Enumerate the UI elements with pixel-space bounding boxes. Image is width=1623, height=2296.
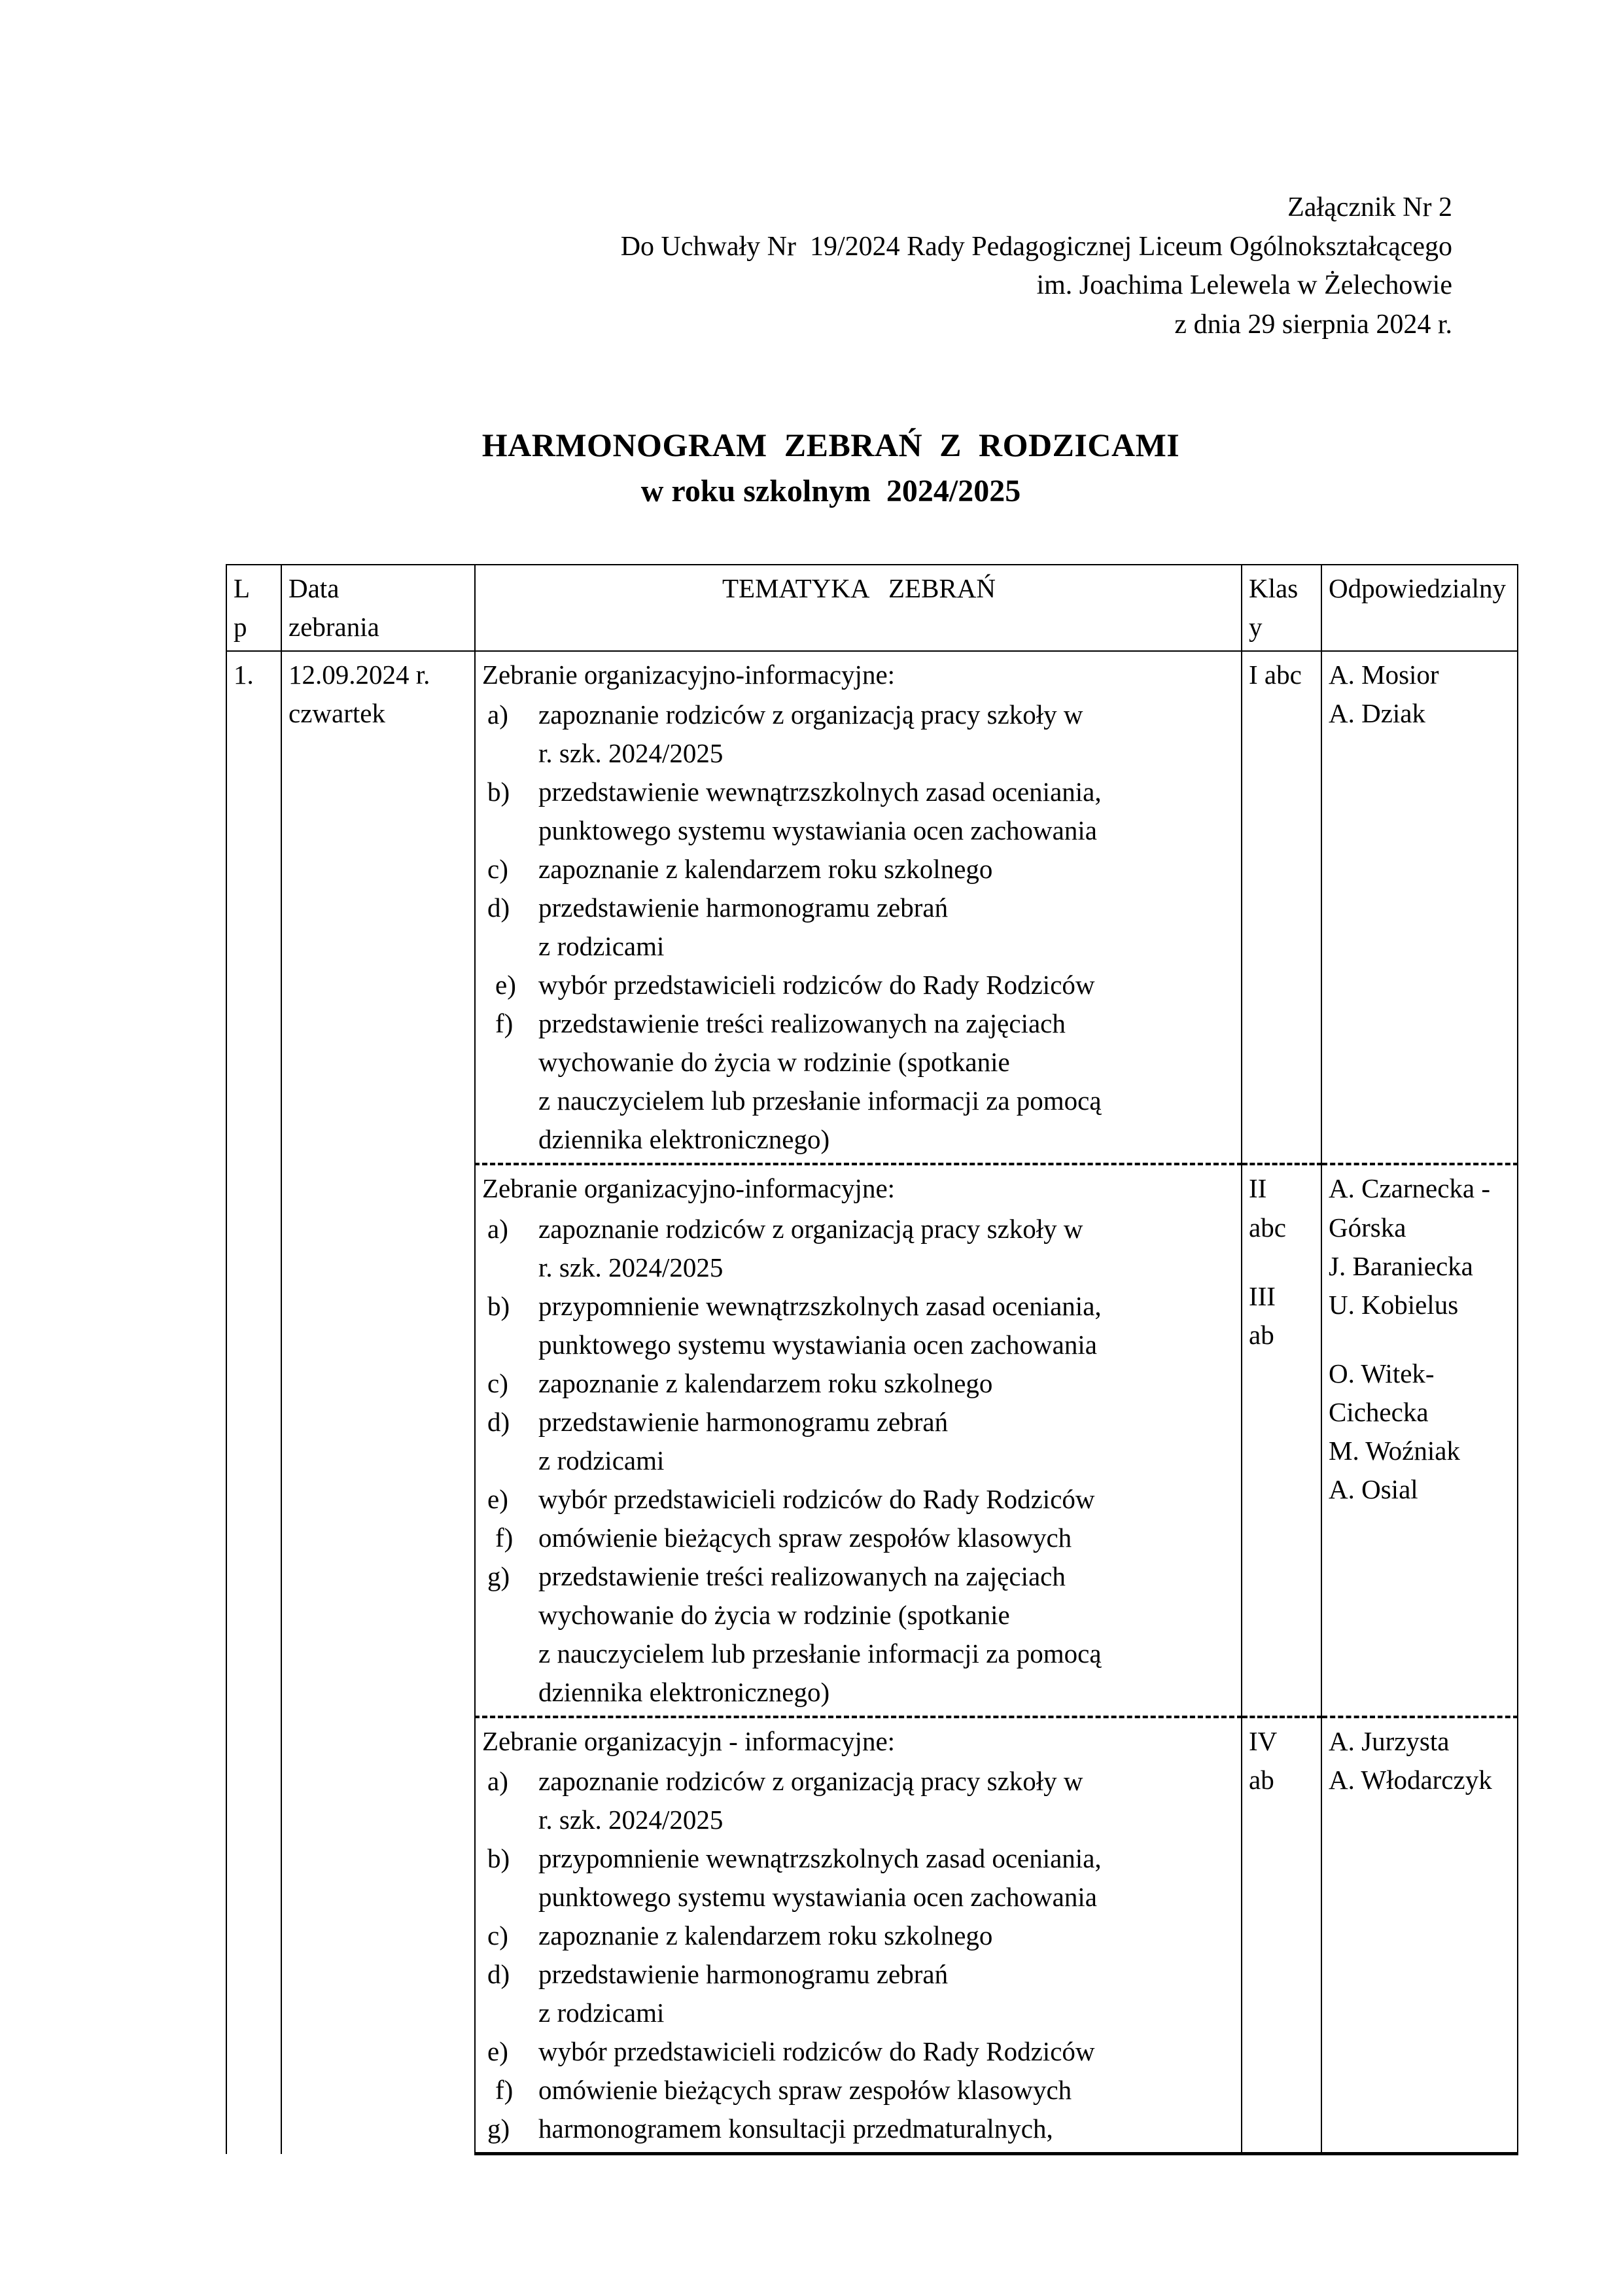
- list-item-marker: c): [487, 1368, 508, 1398]
- page-subtitle: w roku szkolnym 2024/2025: [640, 474, 1021, 508]
- list-item-line: r. szk. 2024/2025: [538, 738, 724, 769]
- header-line-school: im. Joachima Lelewela w Żelechowie: [1036, 270, 1452, 301]
- list-item-line: zapoznanie z kalendarzem roku szkolnego: [538, 1920, 993, 1951]
- title-block: [209, 425, 1452, 510]
- list-item-line: przedstawienie treści realizowanych na zajęciach: [538, 1561, 1066, 1591]
- list-item-line: przedstawienie wewnątrzszkolnych zasad oceniania,: [538, 777, 1102, 807]
- list-item-marker: b): [487, 1843, 510, 1873]
- cell-responsible-line: Górska: [1329, 1212, 1406, 1243]
- list-item: [482, 1916, 1236, 1955]
- list-item-marker: f): [495, 2075, 514, 2106]
- cell-class-line: II: [1249, 1173, 1267, 1204]
- list-item-marker: d): [487, 892, 510, 923]
- list-item-line: z rodzicami: [538, 1445, 665, 1475]
- cell-responsible-line: A. Czarnecka -: [1329, 1173, 1491, 1204]
- cell-responsible-spacer: [1329, 1324, 1512, 1354]
- list-item-marker: a): [487, 1213, 508, 1244]
- list-item-line: punktowego systemu wystawiania ocen zachowania: [538, 1329, 1097, 1360]
- list-item-marker: f): [495, 1522, 514, 1553]
- column-header-date: [281, 565, 475, 651]
- column-header-lp: [226, 565, 281, 651]
- list-item-marker: b): [487, 1290, 510, 1321]
- list-item: [482, 889, 1236, 966]
- table-header: [226, 565, 1518, 651]
- list-item-marker: f): [495, 1008, 514, 1039]
- topic-heading: Zebranie organizacyjn - informacyjne:: [482, 1725, 896, 1756]
- cell-topic: [475, 1717, 1242, 2154]
- table-header-row: [226, 565, 1518, 651]
- list-item: [482, 1364, 1236, 1403]
- list-item: [482, 1403, 1236, 1480]
- cell-class-line: ab: [1249, 1319, 1274, 1350]
- topic-heading: Zebranie organizacyjno-informacyjne:: [482, 1173, 896, 1204]
- list-item-line: przedstawienie harmonogramu zebrań: [538, 892, 949, 923]
- cell-class: [1242, 651, 1321, 1164]
- list-item: [482, 1004, 1236, 1159]
- list-item-line: dziennika elektronicznego): [538, 1676, 830, 1707]
- list-item: [482, 1519, 1236, 1557]
- list-item: [482, 1480, 1236, 1519]
- cell-responsible-line: A. Jurzysta: [1329, 1725, 1450, 1756]
- list-item-marker: e): [495, 970, 516, 1000]
- list-item-marker: d): [487, 1959, 510, 1990]
- column-header-date-line1: Data: [288, 573, 340, 603]
- list-item: [482, 966, 1236, 1004]
- list-item: [482, 696, 1236, 773]
- document-header: [209, 188, 1452, 345]
- cell-responsible-line: J. Baraniecka: [1329, 1250, 1473, 1281]
- list-item-line: r. szk. 2024/2025: [538, 1804, 724, 1835]
- list-item-line: zapoznanie z kalendarzem roku szkolnego: [538, 854, 993, 885]
- list-item-line: przedstawienie harmonogramu zebrań: [538, 1406, 949, 1437]
- list-item-line: z nauczycielem lub przesłanie informacji za pomocą: [538, 1638, 1102, 1669]
- list-item-line: z rodzicami: [538, 931, 665, 962]
- list-item: [482, 850, 1236, 889]
- list-item: [482, 1287, 1236, 1364]
- list-item: [482, 2032, 1236, 2071]
- list-item: [482, 773, 1236, 850]
- cell-responsible-line: A. Włodarczyk: [1329, 1764, 1492, 1795]
- list-item-marker: e): [487, 2036, 508, 2067]
- list-item-line: harmonogramem konsultacji przedmaturalnych,: [538, 2113, 1053, 2144]
- list-item-line: wybór przedstawicieli rodziców do Rady Rodziców: [538, 1483, 1095, 1514]
- cell-class-line: abc: [1249, 1212, 1286, 1243]
- table-row: [226, 651, 1518, 1164]
- cell-responsible: [1321, 1164, 1518, 1716]
- cell-class-spacer: [1249, 1247, 1316, 1277]
- header-line-attachment: Załącznik Nr 2: [1287, 192, 1452, 222]
- list-item-line: punktowego systemu wystawiania ocen zachowania: [538, 815, 1097, 846]
- list-item-line: punktowego systemu wystawiania ocen zachowania: [538, 1882, 1097, 1913]
- list-item-line: dziennika elektronicznego): [538, 1124, 830, 1155]
- list-item-marker: e): [487, 1483, 508, 1514]
- cell-class-line: I abc: [1249, 660, 1302, 690]
- topic-item-list: [482, 1762, 1236, 2148]
- cell-responsible-line: Cichecka: [1329, 1396, 1429, 1427]
- cell-responsible-line: A. Osial: [1329, 1474, 1418, 1504]
- header-line-date: z dnia 29 sierpnia 2024 r.: [1174, 309, 1452, 340]
- topic-item-list: [482, 1210, 1236, 1712]
- topic-item-list: [482, 696, 1236, 1159]
- column-header-responsible: Odpowiedzialny: [1321, 565, 1518, 651]
- cell-topic: [475, 1164, 1242, 1716]
- list-item-marker: g): [487, 1561, 510, 1591]
- schedule-table: [226, 564, 1518, 2155]
- column-header-class: [1242, 565, 1321, 651]
- list-item-marker: b): [487, 777, 510, 807]
- cell-class: [1242, 1164, 1321, 1716]
- cell-class-line: III: [1249, 1280, 1276, 1311]
- list-item-marker: a): [487, 1765, 508, 1796]
- list-item-line: zapoznanie z kalendarzem roku szkolnego: [538, 1368, 993, 1398]
- list-item-marker: g): [487, 2113, 510, 2144]
- topic-heading: Zebranie organizacyjno-informacyjne:: [482, 660, 896, 690]
- cell-responsible: [1321, 651, 1518, 1164]
- cell-responsible-line: O. Witek-: [1329, 1358, 1435, 1388]
- cell-date-line2: czwartek: [288, 698, 385, 729]
- cell-responsible-line: U. Kobielus: [1329, 1289, 1459, 1320]
- list-item-marker: c): [487, 1920, 508, 1951]
- list-item: [482, 2071, 1236, 2110]
- list-item-line: zapoznanie rodziców z organizacją pracy szkoły w: [538, 699, 1083, 730]
- list-item-line: przypomnienie wewnątrzszkolnych zasad oceniania,: [538, 1290, 1102, 1321]
- cell-responsible: [1321, 1717, 1518, 2154]
- list-item-line: przedstawienie treści realizowanych na zajęciach: [538, 1008, 1066, 1039]
- list-item-line: omówienie bieżących spraw zespołów klasowych: [538, 2075, 1072, 2106]
- list-item-line: omówienie bieżących spraw zespołów klasowych: [538, 1522, 1072, 1553]
- list-item-marker: d): [487, 1406, 510, 1437]
- list-item: [482, 1955, 1236, 2032]
- cell-class-line: IV: [1249, 1725, 1278, 1756]
- column-header-date-line2: zebrania: [288, 612, 379, 643]
- list-item: [482, 1839, 1236, 1916]
- cell-responsible-line: A. Dziak: [1329, 698, 1426, 729]
- list-item-line: przedstawienie harmonogramu zebrań: [538, 1959, 949, 1990]
- column-header-lp-line1: L: [234, 573, 251, 603]
- list-item-line: wybór przedstawicieli rodziców do Rady Rodziców: [538, 2036, 1095, 2067]
- header-line-resolution: Do Uchwały Nr 19/2024 Rady Pedagogicznej Liceum Ogólnokształcącego: [620, 231, 1452, 262]
- list-item-line: zapoznanie rodziców z organizacją pracy szkoły w: [538, 1765, 1083, 1796]
- list-item-line: z nauczycielem lub przesłanie informacji za pomocą: [538, 1086, 1102, 1116]
- list-item-marker: a): [487, 699, 508, 730]
- list-item: [482, 1762, 1236, 1839]
- cell-responsible-line: A. Mosior: [1329, 660, 1439, 690]
- cell-date-line1: 12.09.2024 r.: [288, 660, 430, 690]
- list-item: [482, 1557, 1236, 1712]
- list-item-line: zapoznanie rodziców z organizacją pracy szkoły w: [538, 1213, 1083, 1244]
- list-item-line: r. szk. 2024/2025: [538, 1252, 724, 1282]
- column-header-topic: TEMATYKA ZEBRAŃ: [475, 565, 1242, 651]
- list-item: [482, 1210, 1236, 1287]
- list-item-line: wychowanie do życia w rodzinie (spotkanie: [538, 1047, 1010, 1078]
- column-header-lp-line2: p: [234, 612, 247, 643]
- list-item-marker: c): [487, 854, 508, 885]
- column-header-class-line1: Klas: [1249, 573, 1299, 603]
- list-item-line: przypomnienie wewnątrzszkolnych zasad oceniania,: [538, 1843, 1102, 1873]
- list-item: [482, 2110, 1236, 2148]
- list-item-line: wychowanie do życia w rodzinie (spotkanie: [538, 1599, 1010, 1630]
- cell-date: [281, 651, 475, 2154]
- list-item-line: wybór przedstawicieli rodziców do Rady Rodziców: [538, 970, 1095, 1000]
- column-header-class-line2: y: [1249, 612, 1263, 643]
- cell-lp: 1.: [226, 651, 281, 2154]
- cell-topic: [475, 651, 1242, 1164]
- cell-class-line: ab: [1249, 1764, 1274, 1795]
- table-body: [226, 651, 1518, 2154]
- cell-responsible-line: M. Woźniak: [1329, 1435, 1460, 1466]
- page-title: HARMONOGRAM ZEBRAŃ Z RODZICAMI: [481, 427, 1180, 463]
- cell-class: [1242, 1717, 1321, 2154]
- list-item-line: z rodzicami: [538, 1998, 665, 2028]
